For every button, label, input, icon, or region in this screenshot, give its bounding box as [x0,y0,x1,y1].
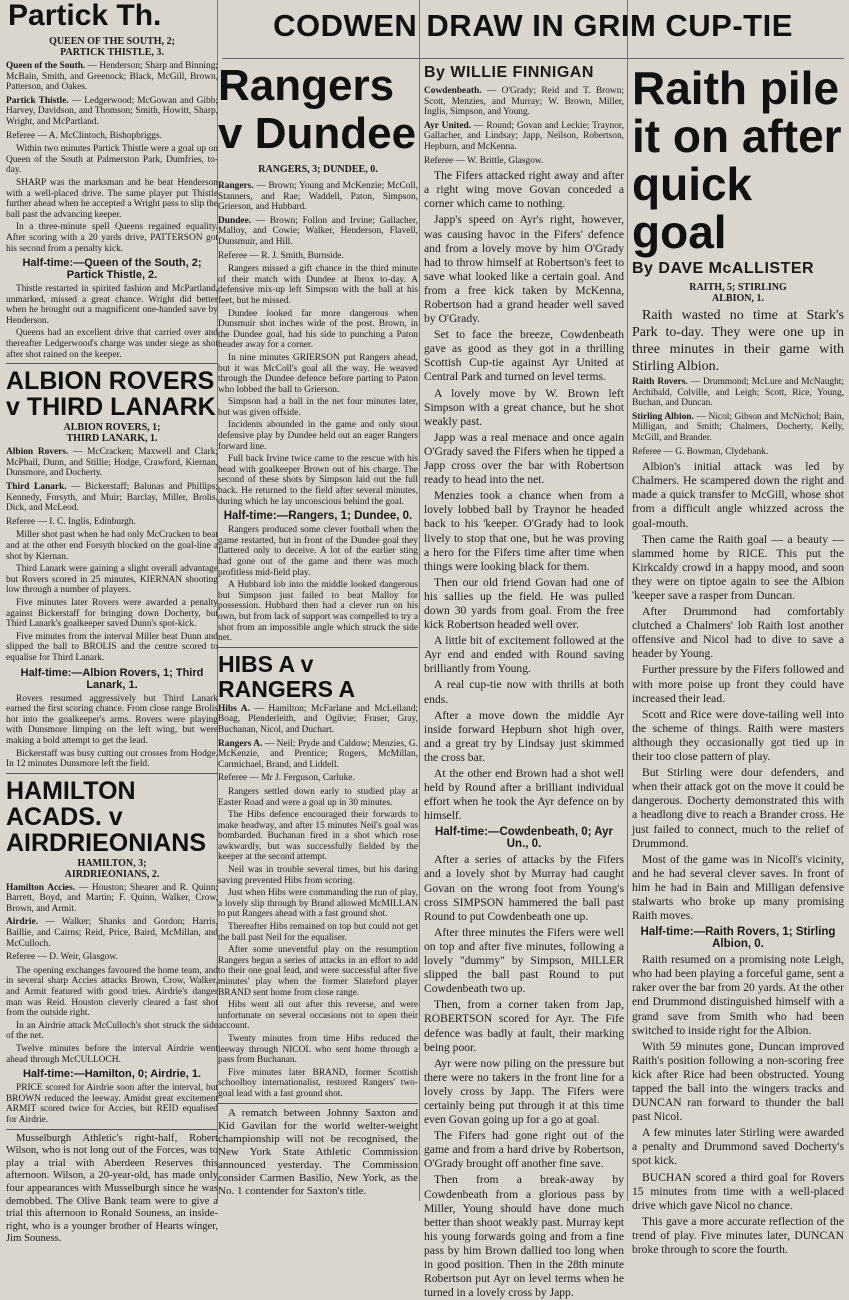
paragraph: The Hibs defence encouraged their forwards to make headway, and after 15 minutes Neil's goal was bombarded. Buchanan fired in a shot which rose awkwardly, but was successfully fielded by the keeper at the second attempt. [218,810,418,863]
half-time-text: Half-time:—Raith Rovers, 1; Stirling Albion, 0. [640,926,836,951]
team-label: Hibs A. [218,703,250,714]
half-time-score: Half-time:—Albion Rovers, 1; Third Lanark, 1. [20,666,204,691]
cowdenbeath-lineup [424,86,624,118]
section-divider [6,363,218,364]
dundee-lineup [218,216,418,248]
hibs-lineup [218,704,418,736]
paragraph: The Fifers attacked right away and after a right wing move Govan conceded a corner which came to nothing. [424,169,624,211]
paragraph: After a series of attacks by the Fifers and a lovely shot by Murray had caught Govan on the wrong foot from Young's cross SIMPSON hammered the ball past Round to put Cowdenbeath one up. [424,853,624,923]
paragraph: Queens had an excellent drive that carried over and thereafter Ledgerwood's charge was under siege as shot after shot rained on the keeper. [6,328,218,360]
team-label: Raith Rovers. [632,377,688,387]
referee-line: Referee — W. Brittle, Glasgow. [424,155,544,166]
column-2 [218,0,418,1201]
team-players: — Round; Govan and Leckie; Traynor, Gallacher, and Lindsay; Japp, Neilson, Robertson, Hepburn, and McKenna. [424,120,624,152]
score-line: PARTICK THISTLE, 3. [60,47,164,58]
hamilton-lineup [6,883,218,915]
team-players: — Hamilton; McFarlane and McLelland; Boag, Plenderleith, and Ogilvie; Fraser, Gray, Buchanan, Nicol, and Duchart. [218,703,418,735]
paragraph: Simpson had a ball in the net four minutes later, but was given offside. [218,397,418,418]
paragraph: Then our old friend Govan had one of his sallies up the field. He was pulled down 30 yards from goal. From the free kick Robertson headed well over. [424,575,624,632]
team-players: — Drummond; McLure and McNaught; Archibald, Colville, and Leigh; Scott, Rice, Young, Buchan, and Duncan. [632,377,845,409]
paragraph: Albion's initial attack was led by Chalmers. He scampered down the right and made a quick transfer to McGill, whose shot from a difficult angle whizzed across the goal-mouth. [632,460,844,530]
stirling-lineup [632,412,844,444]
paragraph: Thistle restarted in spirited fashion and McPartland, unmarked, missed a great chance. Wright did better when he brought out a magnificent one-handed save by Henderson. [6,284,218,326]
albion-heading: ALBION ROVERS v THIRD LANARK [6,367,216,422]
section-divider [6,1129,218,1130]
team-players: — Henderson; Sharp and Binning; McBain, Smith, and Greenock; Black, McGill, Brown, Patterson, and Oakes. [6,61,218,93]
paragraph: Raith resumed on a promising note Leigh, who had been playing a forceful game, sent a raker over the bar from 20 yards. At the other end Drummond distinguished himself with a grand save from Smith who had been switched to inside right for the Albion. [632,953,844,1037]
hibs-heading: HIBS A v RANGERS A [218,650,356,702]
paragraph: Then, from a corner taken from Jap, ROBERTSON scored for Ayr. The Fife defence was badly at fault, their marking being poor. [424,998,624,1054]
paragraph: In an Airdrie attack McCulloch's shot struck the side of the net. [6,1020,218,1042]
paragraph: Twelve minutes before the interval Airdrie went ahead through McCULLOCH. [6,1044,218,1065]
paragraph: But Stirling were dour defenders, and when their attack got on the move it could be dangerous. Docherty demonstrated this with a headlong dive to reach a Brander cross. He just failed to connect, much to the relief of Drummond. [632,766,844,850]
score-line: ALBION, 1. [712,293,764,304]
musselburgh-paragraph: Musselburgh Athletic's right-half, Robert Wilson, who is not long out of the Forces, was to play a trial with Aberdeen Reserves this afternoon. Wilson, a 20-year-old, has made only four appearances with Musselburgh since he was demobbed. The Olive Bank team were to give a trial this afternoon to Ronald Souness, an inside-right, who is a younger brother of Hearts winger, Jim Souness. [6,1132,218,1245]
team-label: Hamilton Accies. [6,882,76,893]
score-line: AIRDRIEONIANS, 2. [64,868,160,880]
paragraph: Rangers produced some clever football when the game restarted, but in front of the Dundee goal they flattered only to deceive. A lot of the earlier sting had gone out of the game and there was much profitless mid-field play. [218,525,418,578]
paragraph: In nine minutes GRIERSON put Rangers ahead, but it was McColl's goal all the way. He weaved through the Dundee defence before parting to Paton who lobbed the ball to Grierson. [218,352,418,395]
partick-lineup [6,96,218,128]
paragraph: After a move down the middle Ayr inside forward Hepburn shot high over, and a great try by Lindsay just skimmed the cross bar. [424,708,624,764]
raith-heading: Raith pile it on after quick goal [632,62,842,258]
paragraph: Just when Hibs were commanding the run of play, a lovely slip through by Brand allowed McMILLAN to put Rangers ahead with a fast ground shot. [218,888,418,920]
albion-score [6,422,218,444]
paragraph: In a three-minute spell Queens regained equality. After scoring with a 20 yards drive, PATTERSON got his second from a penalty kick. [6,222,218,254]
albion-report [6,368,218,769]
paragraph: Rovers resumed aggressively but Third Lanark earned the first scoring chance. From close range Brolis hot into the goalkeeper's arms. Rovers were playing with Dunsmore limping on the left wing, but were making a bold attempt to get the lead. [6,693,218,746]
referee-line: Referee — I. C. Inglis, Edinburgh. [6,516,136,527]
main-headline: CODWEN DRAW IN GRIM CUP-TIE [273,8,793,43]
team-players: — Ledgerwood; McGowan and Gibb; Harvey, Davidson, and Thomson; Smith, Howitt, Sharp, Wright, and McPartland. [6,95,218,127]
paragraph: A real cup-tie now with thrills at both ends. [424,678,624,706]
hamilton-score [6,858,218,880]
qos-lineup [6,61,218,93]
raith-score [632,282,844,304]
ayr-lineup [424,121,624,153]
paragraph: Five minutes later BRAND, former Scottish schoolboy internationalist, restored Rangers' two-goal lead with a fast ground shot. [218,1067,418,1099]
paragraph: Hibs went all out after this reverse, and were unfortunate on several occasions not to open their account. [218,1000,418,1032]
paragraph: SHARP was the marksman and he beat Henderson with a well-placed drive. The same player put Thistle further ahead when he accepted a Wright pass to slip the ball past the advancing keeper. [6,177,218,220]
paragraph: Ayr were now piling on the pressure but there were no takers in the front line for a lovely cross by Japp. The Fifers were certainly being put through it at this time even Govan going up for a go at goal. [424,1056,624,1127]
paragraph: Neil was in trouble several times, but his daring saving prevented Hibs from scoring. [218,865,418,886]
albion-lineup [6,447,218,479]
paragraph: A few minutes later Stirling were awarded a penalty and Drummond saved Docherty's spot kick. [632,1126,844,1168]
team-players: — Brown; Young and McKenzie; McColl, Stanners, and Rae; Waddell, Paton, Simpson, Grierson, and Hubbard. [218,181,418,213]
team-players: — Walker; Shanks and Gordon; Harris, Baillie, and Cairns; Reid, Price, Baird, McMillan, and McCulloch. [6,917,218,949]
team-label: Dundee. [218,215,252,226]
hamilton-heading: HAMILTON ACADS. v AIRDRIEONIANS [6,776,207,857]
paragraph: With 59 minutes gone, Duncan improved Raith's position following a non-scoring free kick after Rice had been obstructed. Young tapped the ball into the wingers tracks and DUNCAN ran forward to thunder the ball past Nicol. [632,1039,844,1124]
column-4 [628,0,846,1257]
paragraph: Then from a break-away by Cowdenbeath from a glorious pass by Miller, Young should have done much better than shoot weakly past. Murray kept his young forwards going and from a fine pass by him Brown dallied too long when in good position. Then in the 28th minute Robertson put Ayr on level terms when he turned in a lovely cross by Japp. [424,1173,624,1300]
team-players: — McCracken; Maxwell and Clark; McPhail, Dunn, and Stillie; Hodge, Crawford, Kiernan, Dunsmore, and Docherty. [6,447,218,479]
score-line: ALBION ROVERS, 1; [63,422,161,434]
rematch-paragraph: A rematch between Johnny Saxton and Kid Gavilan for the world welter-weight championship will not be recognised, the New York State Athletic Commission announced yesterday. The Commission consider Carmen Basilio, New York, as the No. 1 contender for Saxton's title. [218,1106,418,1197]
partick-report [6,0,218,360]
section-divider [218,647,418,648]
column-3 [420,0,626,1300]
paragraph: This gave a more accurate reflection of the trend of play. Five minutes later, DUNCAN broke through to score the fourth. [632,1214,844,1257]
paragraph: Five minutes from the interval Miller beat Dunn and slipped the ball to BROLIS and the centre scored to equalise for Third Lanark. [6,631,218,663]
half-time-score [632,926,844,950]
paragraph: The opening exchanges favoured the home team, and in several sharp Accies attacks Brown, Crow, Walker, and Armit featured with good tries. Airdrie's danger man was Reid. Houston cleverly cleared a fast shot from the outside right. [6,965,218,1019]
team-label: Rangers. [218,181,254,191]
referee-line: Referee — A. McClintoch, Bishopbriggs. [6,130,162,141]
paragraph: The Fifers had gone right out of the game and from a hard drive by Robertson, O'Grady brought off another fine save. [424,1129,624,1171]
team-label: Queen of the South. [6,61,86,71]
referee-line: Referee — G. Bowman, Clydebank. [632,446,769,457]
paragraph: Twenty minutes from time Hibs reduced the leeway through NICOL who sent home through a pass from Buchanan. [218,1033,418,1066]
paragraph: Miller shot past when he had only McCracken to beat and at the other end Forsyth blocked on the goal-line a shot by Kiernan. [6,530,218,562]
paragraph: Incidents abounded in the game and only stout defensive play by Dundee held out an eager Rangers forward line. [218,420,418,452]
rangers-lineup [218,181,418,213]
team-players: — Bickerstaff; Balunas and Phillips; Kennedy, Forsyth, and Muir; Barclay, Miller, Brolis, Dick, and McLeod. [6,482,218,514]
paragraph: Five minutes later Rovers were awarded a penalty against Bickerstaff for bringing down Docherty, but Third Lanark's goalkeeper saved Dunn's spot-kick. [6,597,218,630]
rangers-a-lineup [218,739,418,771]
team-label: Ayr United. [424,120,472,131]
team-label: Rangers A. [218,738,263,749]
paragraph: Scott and Rice were dove-tailing well into the scheme of things. Raith were masters although they occasionally got tied up in their too close pattern of play. [632,707,844,764]
paragraph: Set to face the breeze, Cowdenbeath gave as good as they got in a thrilling Scottish Cup-tie against Ayr United at Central Park and turned on level terms. [424,328,624,384]
paragraph: Most of the game was in Nicoll's vicinity, and he had several clever saves. In front of him he had in Bain and Milligan defensive stalwarts who broke up many promising Raith moves. [632,852,844,923]
section-divider [218,1103,418,1104]
half-time-score: Half-time:—Hamilton, 0; Airdrie, 1. [22,1068,202,1081]
paragraph: Menzies took a chance when from a lovely lobbed ball by Traynor he headed back to his 'keeper. O'Grady had to look lively to stop that one, but he was proving a hero for the Fifers time after time when things were looking black for them. [424,489,624,573]
team-players: — Brown; Follon and Irvine; Gallacher, Malloy, and Cowie; Walker, Henderson, Flavell, Dunsmuir, and Hill. [218,215,418,247]
score-line: HAMILTON, 3; [77,857,147,869]
score-line: QUEEN OF THE SOUTH, 2; [49,36,175,47]
paragraph: After Drummond had comfortably clutched a Chalmers' lob Raith lost another offensive and Nicol had to dive to save a header by Young. [632,605,844,661]
half-time-score: Half-time:—Cowdenbeath, 0; Ayr Un., 0. [434,826,614,851]
team-label: Cowdenbeath. [424,86,482,96]
paragraph: Rangers missed a gift chance in the third minute of their match with Dundee at Ibrox to-day. A defensive mix-up left Simpson with the ball at his feet, but he missed. [218,264,418,306]
raith-lineup [632,377,844,409]
paragraph: A Hubbard lob into the middle looked dangerous but Simpson just failed to beat Malloy for possession. Hubbard then had a clever run on his own, but from lack of support was compelled to try a shot from an impossible angle which struck the side net. [218,580,418,644]
lead-paragraph: Raith wasted no time at Stark's Park to-day. They were one up in three minutes in their game with Stirling Albion. [632,308,844,374]
paragraph: After three minutes the Fifers were well on top and after five minutes, following a lovely "dummy" by Simpson, MILLER slipped the ball past Round to put Cowdenbeath two up. [424,925,624,996]
paragraph: Then came the Raith goal — a beauty — slammed home by RICE. This put the Kirkcaldy crowd in a happy mood, and soon they were on tiptoe again to see the Albion 'keeper save a rasper from Duncan. [632,532,844,602]
rangers-heading: Rangers v Dundee [218,61,417,158]
team-label: Airdrie. [6,917,39,928]
score-line: RAITH, 5; STIRLING [689,282,787,293]
half-time-score: Half-time:—Rangers, 1; Dundee, 0. [223,510,413,523]
paragraph: Third Lanark were gaining a slight overall advantage but Rovers scored in 25 minutes, KIERNAN shooting low through a number of players. [6,564,218,596]
partick-score [6,36,218,58]
team-players: — Neil; Pryde and Caldow; Menzies, G. McKenzie, and Prentice; Rogers, McMillan, Carmichael, Brand, and Liddell. [218,738,418,770]
paragraph: A lovely move by W. Brown left Simpson with a great chance, but he shot weakly past. [424,386,624,428]
byline: By WILLIE FINNIGAN [424,64,594,81]
team-label: Partick Thistle. [6,95,69,106]
team-label: Albion Rovers. [6,447,69,458]
team-label: Stirling Albion. [632,411,694,422]
team-label: Third Lanark. [6,482,67,493]
paragraph: Bickerstaff was busy cutting out crosses from Hodge. In 12 minutes Dunsmore left the field. [6,748,218,770]
paragraph: BUCHAN scored a third goal for Rovers 15 minutes from time with a well-placed drive which gave Nicol no chance. [632,1170,844,1212]
hibs-report [218,652,418,1100]
section-divider [6,773,218,774]
paragraph: PRICE scored for Airdrie soon after the interval, but BROWN reduced the leeway. Amidst great excitement ARMIT scored twice for Accies, but REID equalised for Airdrie. [6,1083,218,1125]
team-players: — Houston; Shearer and R. Quinn; Barrett, Boyd, and Martin; F. Quinn, Walker, Crow, Brown, and Armit. [6,882,219,914]
score-line: THIRD LANARK, 1. [66,433,158,445]
paragraph: Further pressure by the Fifers followed and with more poise up front they could have increased their lead. [632,663,844,705]
third-lanark-lineup [6,482,218,514]
paragraph: Japp's speed on Ayr's right, however, was causing havoc in the Fifers' defence and from a lovely move by him O'Grady had to throw himself at Robertson's feet to save what looked like a certain goal. And from a free kick taken by McKenna, Robertson had a grand header well saved by O'Grady. [424,213,624,326]
rangers-score: RANGERS, 3; DUNDEE, 0. [258,164,378,175]
partick-heading: Partick Th. [8,0,162,32]
paragraph: Japp was a real menace and once again O'Grady saved the Fifers when he tipped a Japp cross over the bar with Robertson ready to head into the net. [424,430,624,487]
column-1 [6,0,219,1245]
paragraph: After some uneventful play on the resumption Rangers began a series of attacks in an effort to add to their one goal lead, and were successful after five minutes' play when the former Slateford player BRAND sent home from close range. [218,945,418,998]
half-time-score: Half-time:—Queen of the South, 2; Partick Thistle, 2. [22,257,202,282]
airdrie-lineup [6,917,218,949]
paragraph: Thereafter Hibs remained on top but could not get the ball past Neil for the equaliser. [218,922,418,943]
paragraph: At the other end Brown had a shot well held by Round after a brilliant individual effort when he took the Ayr defence on by himself. [424,767,624,823]
byline: By DAVE McALLISTER [632,260,815,277]
referee-line: Referee — D. Weir, Glasgow. [6,952,118,963]
referee-line: Referee — R. J. Smith, Burnside. [218,250,344,261]
team-players: — Nicol; Gibson and McNichol; Bain, Milligan, and Smith; Chalmers, Docherty, Kelly, McGill, and Brander. [632,411,844,443]
rangers-report [218,62,418,644]
hamilton-report [6,778,218,1126]
paragraph: A little bit of excitement followed at the Ayr end and ended with Round saving brilliantly from Young. [424,634,624,676]
paragraph: Rangers settled down early to studied play at Easter Road and were a goal up in 30 minutes. [218,786,418,808]
paragraph: Full back Irvine twice came to the rescue with his head with goalkeeper Brown out of his charge. The second of these shots by Simpson laid out the full back. He returned to the field after several minutes, during which he lay unconscious behind the goal. [218,454,418,507]
referee-line: Referee — Mr J. Ferguson, Carluke. [218,773,355,784]
team-players: — O'Grady; Reid and T. Brown; Scott, Menzies, and Murray; W. Brown, Miller, Inglis, Simpson, and Young. [424,86,624,118]
paragraph: Dundee looked far more dangerous when Dunsmuir shot inches wide of the post. Brown, in the Dundee goal, had his side to punching a Paton header away for a corner. [218,308,418,351]
paragraph: Within two minutes Partick Thistle were a goal up on Queen of the South at Palmerston Park, Dumfries, to-day. [6,144,218,176]
